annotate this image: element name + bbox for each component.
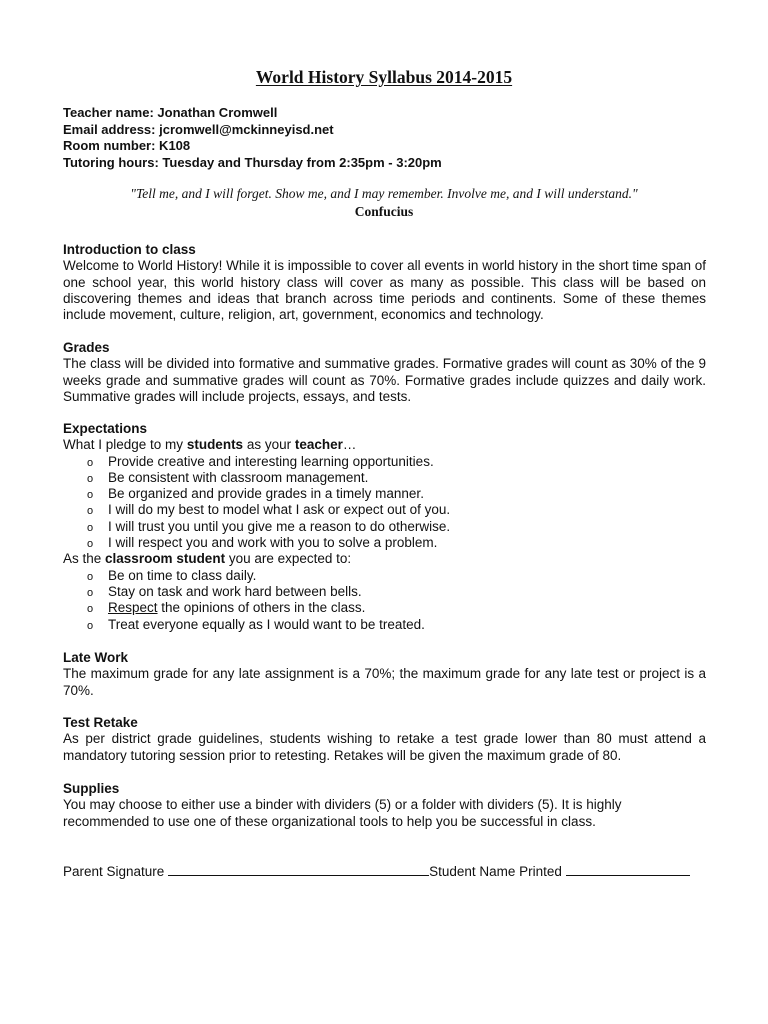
student-name-line[interactable] bbox=[566, 862, 690, 876]
student-name-label: Student Name Printed bbox=[429, 864, 566, 879]
list-item: o I will do my best to model what I ask or expect out of you. bbox=[63, 502, 706, 518]
test-retake-heading: Test Retake bbox=[63, 715, 138, 730]
teacher-info bbox=[63, 105, 442, 171]
page-title: World History Syllabus 2014-2015 bbox=[255, 67, 513, 87]
test-retake-section bbox=[63, 715, 706, 764]
teacher-email: Email address: jcromwell@mckinneyisd.net bbox=[63, 121, 334, 137]
room-number: Room number: K108 bbox=[63, 138, 191, 153]
supplies-section bbox=[63, 781, 706, 830]
teacher-pledge-intro: What I pledge to my students as your teacher… bbox=[63, 437, 357, 453]
parent-signature-label: Parent Signature bbox=[63, 864, 169, 879]
late-work-body: The maximum grade for any late assignment is a 70%; the maximum grade for any late test or project is a 70%. bbox=[63, 666, 706, 698]
late-work-heading: Late Work bbox=[63, 650, 129, 665]
expectations-heading: Expectations bbox=[63, 421, 148, 436]
list-item: o Respect the opinions of others in the class. bbox=[63, 600, 706, 616]
grades-section bbox=[63, 340, 706, 405]
introduction-section bbox=[63, 242, 706, 323]
tutoring-hours: Tutoring hours: Tuesday and Thursday from 2:35pm - 3:20pm bbox=[63, 154, 442, 170]
list-item: o Treat everyone equally as I would want to be treated. bbox=[63, 617, 706, 633]
student-expectations-intro: As the classroom student you are expected to: bbox=[63, 551, 352, 567]
teacher-pledge-list bbox=[63, 454, 706, 552]
test-retake-body: As per district grade guidelines, students wishing to retake a test grade lower than 80 must attend a mandatory tutoring session prior to retesting. Retakes will be given the maximum grade of 80. bbox=[63, 731, 706, 763]
student-expectations-list bbox=[63, 568, 706, 633]
late-work-section bbox=[63, 650, 706, 699]
list-item: o Be on time to class daily. bbox=[63, 568, 706, 584]
list-item: o I will respect you and work with you to solve a problem. bbox=[63, 535, 706, 551]
quote-text: "Tell me, and I will forget. Show me, and I may remember. Involve me, and I will understand." bbox=[130, 186, 638, 201]
introduction-heading: Introduction to class bbox=[63, 242, 196, 257]
signature-lines bbox=[63, 862, 723, 879]
supplies-heading: Supplies bbox=[63, 781, 120, 796]
expectations-section bbox=[63, 421, 706, 633]
list-item: o Be consistent with classroom management. bbox=[63, 470, 706, 486]
introduction-body: Welcome to World History! While it is impossible to cover all events in world history in the short time span of one school year, this world history class will cover as many as possible. This class will be based on discovering themes and ideas that branch across time periods and continents. Some of these themes include movement, culture, religion, art, government, economics and technology. bbox=[63, 258, 706, 323]
list-item: o I will trust you until you give me a reason to do otherwise. bbox=[63, 519, 706, 535]
grades-body: The class will be divided into formative and summative grades. Formative grades will count as 30% of the 9 weeks grade and summative grades will count as 70%. Formative grades include quizzes and daily work. Summative grades will include projects, essays, and tests. bbox=[63, 356, 706, 404]
supplies-body: You may choose to either use a binder with dividers (5) or a folder with dividers (5). It is highly recommended to use one of these organizational tools to help you be successful in class. bbox=[63, 797, 622, 829]
grades-heading: Grades bbox=[63, 340, 110, 355]
list-item: o Provide creative and interesting learning opportunities. bbox=[63, 454, 706, 470]
teacher-name: Teacher name: Jonathan Cromwell bbox=[63, 105, 278, 120]
quote-author: Confucius bbox=[354, 204, 414, 219]
parent-signature-line[interactable] bbox=[168, 862, 429, 876]
list-item: o Be organized and provide grades in a timely manner. bbox=[63, 486, 706, 502]
list-item: o Stay on task and work hard between bells. bbox=[63, 584, 706, 600]
